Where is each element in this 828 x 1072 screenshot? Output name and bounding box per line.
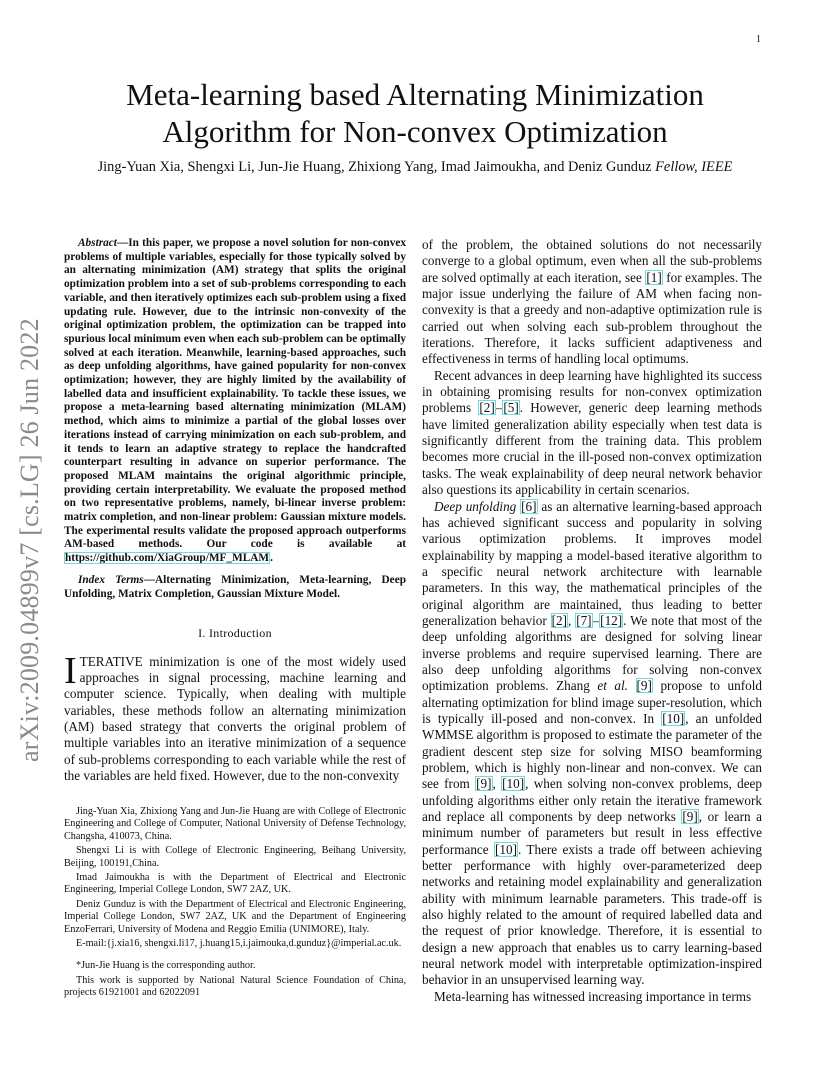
citation-link[interactable]: [10] [502, 776, 525, 792]
text-run: – [495, 400, 503, 416]
arxiv-identifier: arXiv:2009.04899v7 [cs.LG] 26 Jun 2022 [15, 318, 44, 762]
author-list [40, 159, 790, 176]
authors-names: Jing-Yuan Xia, Shengxi Li, Jun-Jie Huang, Zhixiong Yang, Imad Jaimoukha, and Deniz Gunduz [97, 159, 656, 175]
index-terms [64, 574, 406, 601]
text-run: as an alternative learning-based approach has achieved significant success and popularity in solving various optimization problems. It improves model explainability by mapping a model-based iterative algorithm to a specific neural network architecture with learnable parameters. In this way, the mathematical principles of the original algorithm are maintained, thus leading to better generalization behavior [422, 498, 762, 628]
abstract [64, 237, 406, 566]
abstract-label: Abstract [78, 237, 117, 249]
text-run: . There exists a trade off between achieving better performance with highly over-parameterized deep networks and retaining model explainability and generalization ability with minimum learnable parameters. This trade-off is also highly related to the amount of required labelled data and the request of prior knowledge. Therefore, it is essential to design a new approach that enables us to carry learning-based neural network model with interpretable optimization-inspired behavior in an unsupervised learning way. [422, 841, 762, 988]
footnote-affiliation-4: Deniz Gunduz is with the Department of Electrical and Electronic Engineering, Imperial College London, SW7 2AZ, UK and the Department of Engineering EnzoFerrari, University of Modena and Reggio Emilia (UNIMORE), Italy. [64, 898, 406, 935]
introduction-text: TERATIVE minimization is one of the most widely used approaches in signal processing, machine learning and computer science. Typically, when dealing with multiple variables, these methods follow an alternating minimization (AM) based strategy that converts the original problem of multiple variables into an iterative minimization of a sequence of sub-problems corresponding to each variable while the rest of the variables are held fixed. However, due to the non-convexity [64, 653, 406, 784]
code-link[interactable]: https://github.com/XiaGroup/MF_MLAM [65, 552, 270, 565]
text-run: propose to unfold alternating optimization for blind image super-resolution, which is typically ill-posed and non-convex. In [422, 678, 762, 726]
right-paragraph-1 [422, 237, 762, 368]
text-run: , or learn a minimum number of parameters but result in less effective performance [422, 809, 762, 857]
text-run: of the problem, the obtained solutions do not necessarily converge to a global optimum, even when all the sub-problems are solved optimally at each iteration, see [422, 237, 762, 285]
authors-fellow: Fellow, IEEE [655, 159, 733, 175]
text-run: . However, generic deep learning methods have limited generalization ability especially when test data is significantly different from the training data. This problem becomes more crucial in the ill-posed non-convex optimization tasks. The weak explainability of deep neural network behavior also questions its applicability in certain scenarios. [422, 400, 762, 498]
text-run: – [592, 612, 600, 628]
drop-cap: I [64, 649, 77, 692]
citation-link[interactable]: [9] [476, 776, 492, 792]
text-run: , when solving non-convex problems, deep unfolding algorithms either only retain the iterative framework and replace all components by deep networks [422, 776, 762, 825]
right-paragraph-4: Meta-learning has witnessed increasing importance in terms [434, 988, 752, 1004]
footnote-affiliation-1: Jing-Yuan Xia, Zhixiong Yang and Jun-Jie Huang are with College of Electronic Engineering and College of Computer, National University of Defense Technology, Changsha, 410073, China. [64, 806, 406, 842]
citation-link[interactable]: [2] [479, 400, 495, 416]
citation-link[interactable]: [1] [646, 269, 662, 285]
title-line-2: Algorithm for Non-convex Optimization [162, 114, 668, 149]
citation-link[interactable]: [5] [503, 400, 519, 416]
citation-link[interactable]: [9] [636, 678, 652, 694]
index-terms-label: Index Terms [78, 573, 144, 586]
right-paragraph-3 [422, 499, 762, 989]
citation-link[interactable]: [12] [600, 612, 623, 628]
footnote-affiliation-2: Shengxi Li is with College of Electronic Engineering, Beihang University, Beijing, 100191,China. [64, 845, 406, 869]
citation-link[interactable]: [2] [551, 612, 567, 628]
footnote-funding: This work is supported by National Natural Science Foundation of China, projects 61921001 and 62022091 [64, 974, 406, 999]
introduction-paragraph [64, 649, 406, 785]
text-run: Recent advances in deep learning have highlighted its success in obtaining promising results for non-convex optimization problems [422, 367, 762, 416]
citation-link[interactable]: [7] [576, 612, 592, 628]
page-number: 1 [756, 34, 761, 45]
citation-link[interactable]: [9] [682, 809, 698, 825]
text-run: , an unfolded WMMSE algorithm is proposed to estimate the parameter of the gradient descent step size for solving MISO beamforming problem, which is highly non-linear and non-convex. We can see from [422, 710, 763, 792]
abstract-text: —In this paper, we propose a novel solution for non-convex problems of multiple variables, especially for those typically solved by an alternating minimization (AM) strategy that splits the original optimization problem into a set of sub-problems corresponding to each variable, and then iteratively optimizes each sub-problem using a fixed updating rule. However, due to the intrinsic non-convexity of the original optimization problem, the optimization can be trapped into spurious local minimum even when each sub-problem can be optimally solved at each iteration. Meanwhile, learning-based approaches, such as deep unfolding algorithms, have gained popularity for non-convex optimization; however, they are highly limited by the availability of labelled data and insufficient explainability. To tackle these issues, we propose a meta-learning based alternating minimization (MLAM) method, which aims to minimize a partial of the global losses over iterations instead of carrying minimization on each sub-problem, and it tends to learn an adaptive strategy to replace the handcrafted counterpart resulting in advance on superior performance. The proposed MLAM maintains the original algorithmic principle, providing certain interpretability. We evaluate the proposed method on two representative problems, namely, bi-linear inverse problem: matrix completion, and non-linear problem: Gaussian mixture models. The experimental results validate the proposed approach outperforms AM-based methods. Our code is available at [64, 237, 406, 551]
emphasized-term: et al. [597, 678, 628, 694]
footnote-affiliation-3: Imad Jaimoukha is with the Department of Electrical and Electronic Engineering, Imperial College London, SW7 2AZ, UK. [64, 872, 406, 896]
section-heading-introduction: I. Introduction [198, 626, 272, 641]
citation-link[interactable]: [6] [521, 498, 537, 514]
text-run: , [492, 776, 502, 792]
footnote-corresponding-author: *Jun-Jie Huang is the corresponding author. [76, 960, 256, 972]
citation-link[interactable]: [10] [495, 841, 517, 857]
right-paragraph-2 [422, 368, 762, 499]
text-run [628, 678, 636, 693]
abstract-end: . [270, 552, 273, 565]
footnote-email: E-mail:{j.xia16, shengxi.li17, j.huang15,i.jaimouka,d.gunduz}@imperial.ac.uk. [76, 938, 402, 950]
citation-link[interactable]: [10] [662, 710, 685, 726]
footnotes [64, 806, 406, 1002]
text-run: . We note that most of the deep unfolding algorithms are designed for solving linear inverse problems and require supervised learning. There are also deep unfolding algorithms for solving non-convex optimization problems. Zhang [422, 612, 763, 694]
emphasized-term: Deep unfolding [434, 498, 517, 514]
paper-title [60, 76, 770, 150]
left-column [64, 237, 406, 784]
right-column [422, 237, 762, 1005]
index-terms-text: —Alternating Minimization, Meta-learning, Deep Unfolding, Matrix Completion, Gaussian Mixture Model. [64, 573, 406, 600]
text-run: for examples. The major issue underlying the failure of AM when facing non-convexity is that a greedy and non-adaptive optimization rule is carried out when solving each sub-problem throughout the iterations. Therefore, it lacks sufficient adaptiveness and effectiveness in terms of handling local optimums. [422, 269, 762, 367]
text-run: , [568, 612, 576, 628]
title-line-1: Meta-learning based Alternating Minimization [126, 77, 704, 112]
